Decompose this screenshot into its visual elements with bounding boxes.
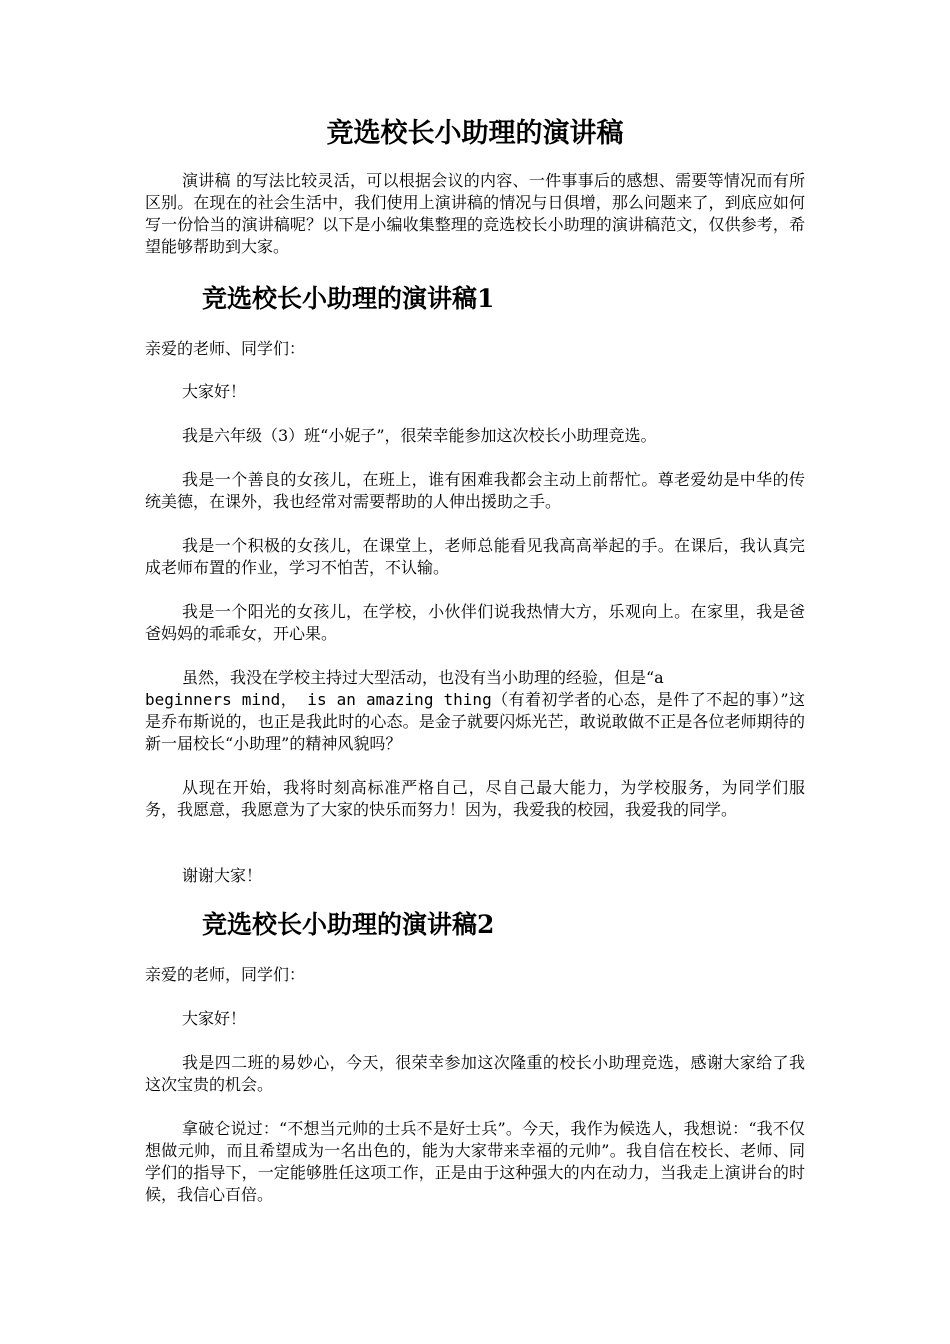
section1-heading: 竞选校长小助理的演讲稿1 — [202, 284, 495, 313]
section2-salutation: 亲爱的老师，同学们： — [145, 965, 306, 984]
section2-paragraph-2: 拿破仑说过：“不想当元帅的士兵不是好士兵”。今天，我作为候选人，我想说：“我不仅想做元帅，而且希望成为一名出色的，能为大家带来幸福的元帅”。我自信在校长、老师、同学们的指导下，一定能够胜任这项工作，正是由于这种强大的内在动力，当我走上演讲台的时候，我信心百倍。 — [145, 1119, 805, 1204]
section1-paragraph-5-a: 虽然，我没在学校主持过大型活动，也没有当小助理的经验，但是“a — [182, 668, 664, 687]
intro-paragraph — [145, 170, 805, 258]
document-title: 竞选校长小助理的演讲稿 — [326, 118, 624, 149]
section1-paragraph-5-quote: beginners mind， is an amazing thing — [145, 690, 492, 709]
section1-paragraph-6: 从现在开始，我将时刻高标准严格自己，尽自己最大能力，为学校服务，为同学们服务，我愿意，我愿意为了大家的快乐而努力！因为，我爱我的校园，我爱我的同学。 — [145, 778, 805, 819]
intro-lead: 演讲稿 — [182, 171, 231, 190]
section1-paragraph-2: 我是一个善良的女孩儿，在班上，谁有困难我都会主动上前帮忙。尊老爱幼是中华的传统美德，在课外，我也经常对需要帮助的人伸出援助之手。 — [145, 470, 805, 511]
intro-rest: 的写法比较灵活，可以根据会议的内容、一件事事后的感想、需要等情况而有所区别。在现在的社会生活中，我们使用上演讲稿的情况与日俱增，那么问题来了，到底应如何写一份恰当的演讲稿呢？以下是小编收集整理的竞选校长小助理的演讲稿范文，仅供参考，希望能够帮助到大家。 — [145, 171, 805, 256]
section1-salutation: 亲爱的老师、同学们： — [145, 339, 306, 358]
section2-heading: 竞选校长小助理的演讲稿2 — [202, 910, 495, 939]
section1-paragraph-3: 我是一个积极的女孩儿，在课堂上，老师总能看见我高高举起的手。在课后，我认真完成老师布置的作业，学习不怕苦，不认输。 — [145, 536, 805, 577]
section1-paragraph-4: 我是一个阳光的女孩儿，在学校，小伙伴们说我热情大方，乐观向上。在家里，我是爸爸妈妈的乖乖女，开心果。 — [145, 602, 805, 643]
section1-closing: 谢谢大家！ — [182, 866, 263, 885]
section2-greeting: 大家好！ — [182, 1009, 247, 1028]
section1-greeting: 大家好！ — [182, 382, 247, 401]
section1-paragraph-5 — [145, 667, 805, 755]
section2-paragraph-1: 我是四二班的易妙心，今天，很荣幸参加这次隆重的校长小助理竞选，感谢大家给了我这次宝贵的机会。 — [145, 1053, 805, 1094]
section1-paragraph-1: 我是六年级（3）班“小妮子”，很荣幸能参加这次校长小助理竞选。 — [182, 426, 657, 445]
section1-paragraph-5-c: （有着初学者的心态，是件了不起的事）”这是乔布斯说的，也正是我此时的心态。是金子就要闪烁光芒，敢说敢做不正是各位老师期待的新一届校长“小助理”的精神风貌吗？ — [145, 690, 805, 753]
